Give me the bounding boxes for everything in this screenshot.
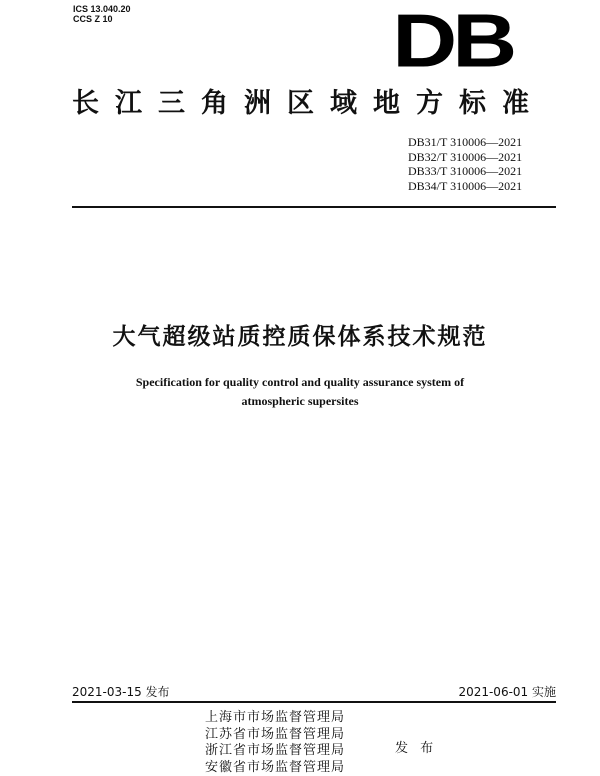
issue-label: 发 布	[395, 737, 437, 756]
title-english-line: atmospheric supersites	[100, 392, 500, 411]
title-english	[100, 373, 500, 411]
standard-code: DB33/T 310006—2021	[408, 164, 522, 179]
standard-type-heading: 长江三角洲区域地方标准	[72, 86, 552, 122]
standard-code: DB32/T 310006—2021	[408, 150, 522, 165]
issuer: 浙江省市场监督管理局	[205, 743, 345, 760]
dates-row	[72, 683, 556, 701]
standard-code: DB34/T 310006—2021	[408, 179, 522, 194]
top-divider	[72, 206, 556, 208]
standard-code: DB31/T 310006—2021	[408, 135, 522, 150]
ics-code: ICS 13.040.20	[73, 4, 131, 14]
issuer: 安徽省市场监督管理局	[205, 760, 345, 776]
publish-date: 2021-03-15 发布	[72, 683, 170, 700]
bottom-divider	[72, 701, 556, 703]
standard-codes	[408, 135, 522, 193]
ccs-code: CCS Z 10	[73, 14, 131, 24]
classification-codes	[73, 4, 131, 24]
db-logo: DB	[379, 10, 527, 73]
issuing-authorities	[205, 710, 345, 776]
issuer: 上海市市场监督管理局	[205, 710, 345, 727]
issuer: 江苏省市场监督管理局	[205, 727, 345, 744]
title-english-line: Specification for quality control and quality assurance system of	[100, 373, 500, 392]
implement-date: 2021-06-01 实施	[458, 683, 556, 700]
title-chinese: 大气超级站质控质保体系技术规范	[0, 318, 600, 351]
